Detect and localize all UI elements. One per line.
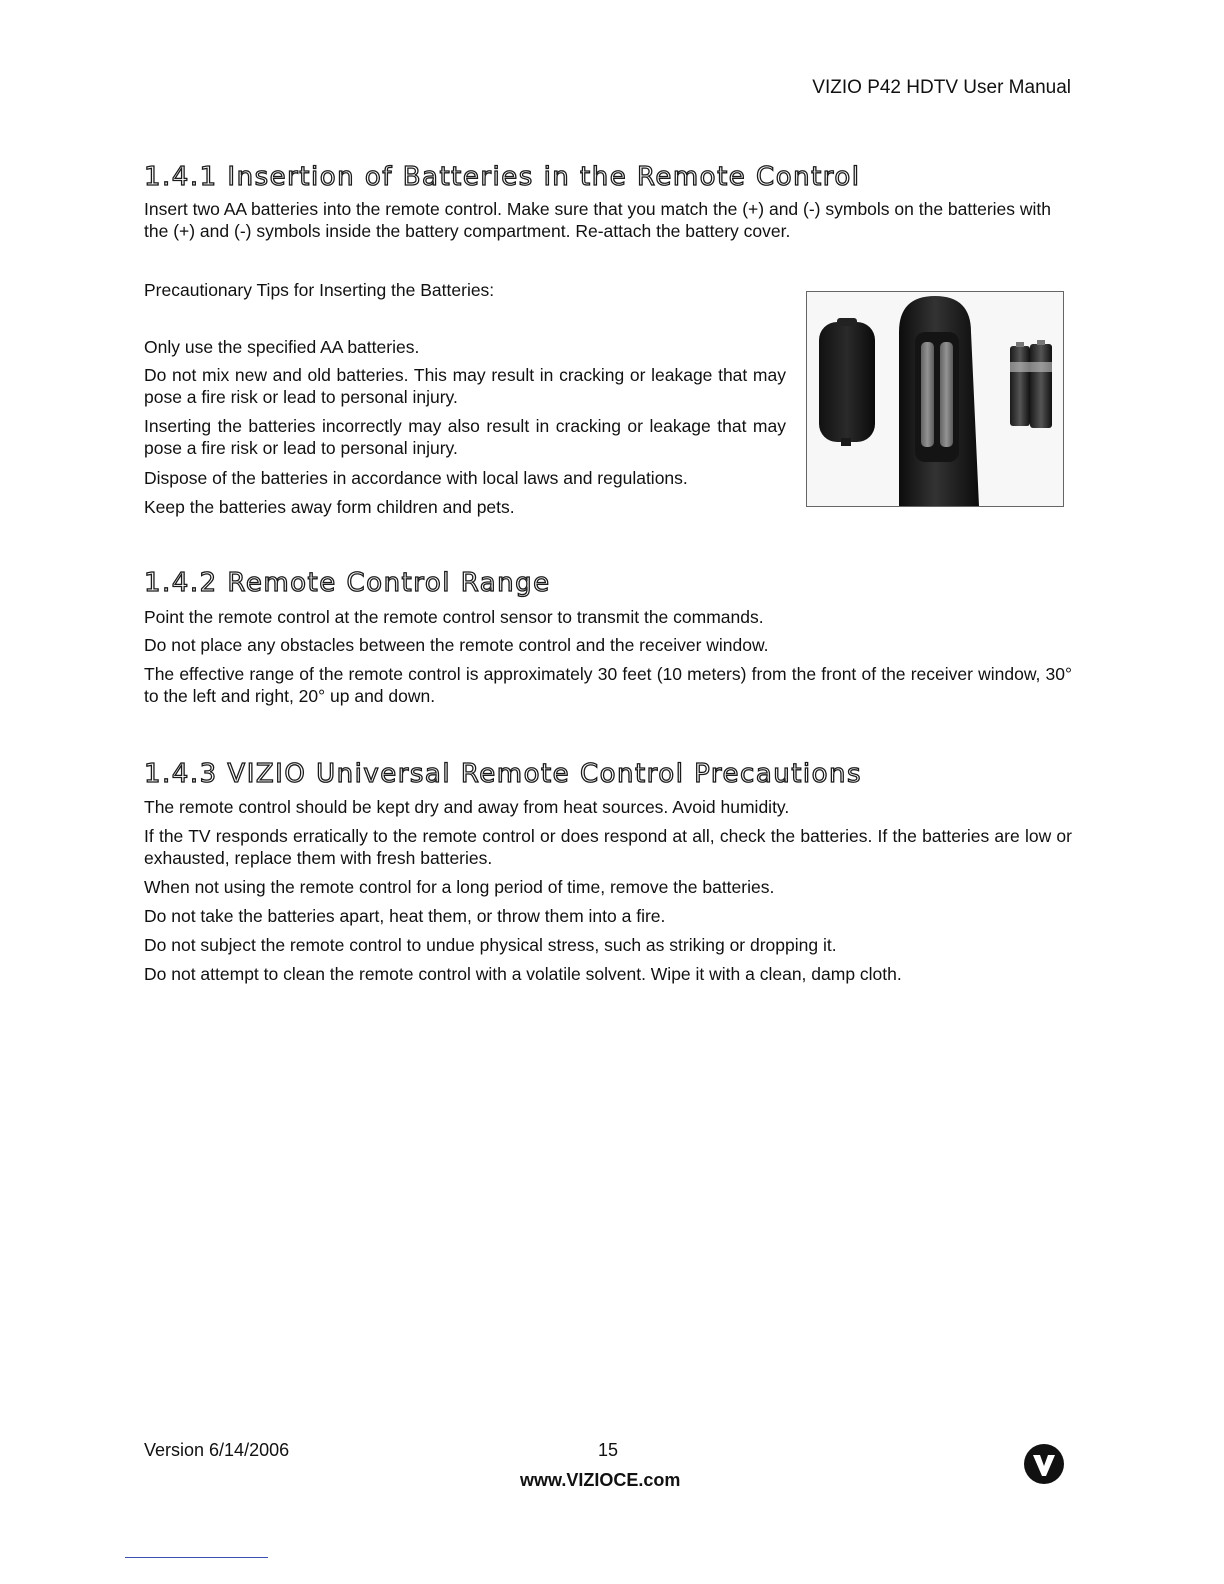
footer-url: www.VIZIOCE.com xyxy=(520,1470,681,1490)
precaution-paragraph: If the TV responds erratically to the remote control or does respond at all, check the batteries. If the batteries are low or exhausted, replace them with fresh batteries. xyxy=(144,826,1072,868)
range-paragraph: The effective range of the remote control is approximately 30 feet (10 meters) from the front of the receiver window, 30° to the left and right, 20° up and down. xyxy=(144,664,1072,706)
precaution-paragraph: Do not take the batteries apart, heat them, or throw them into a fire. xyxy=(144,906,666,926)
precaution-paragraph: The remote control should be kept dry and away from heat sources. Avoid humidity. xyxy=(144,797,790,817)
footer-version: Version 6/14/2006 xyxy=(144,1440,290,1460)
precaution-paragraph: Do not subject the remote control to undue physical stress, such as striking or dropping it. xyxy=(144,935,837,955)
precaution-tips-title: Precautionary Tips for Inserting the Batteries: xyxy=(144,280,495,300)
tip-item: Dispose of the batteries in accordance with local laws and regulations. xyxy=(144,468,688,488)
tip-item: Keep the batteries away form children and pets. xyxy=(144,497,515,517)
tip-item: Do not mix new and old batteries. This may result in cracking or leakage that may pose a fire risk or lead to personal injury. xyxy=(144,365,786,407)
section-heading-remote-precautions: 1.4.3 VIZIO Universal Remote Control Precautions xyxy=(144,759,863,789)
section-heading-remote-range: 1.4.2 Remote Control Range xyxy=(144,568,551,598)
range-paragraph: Point the remote control at the remote control sensor to transmit the commands. xyxy=(144,607,764,627)
precaution-paragraph: When not using the remote control for a long period of time, remove the batteries. xyxy=(144,877,775,897)
precaution-paragraph: Do not attempt to clean the remote control with a volatile solvent. Wipe it with a clean, damp cloth. xyxy=(144,964,902,984)
running-header: VIZIO P42 HDTV User Manual xyxy=(812,77,1071,98)
section-heading-battery-insertion: 1.4.1 Insertion of Batteries in the Remote Control xyxy=(144,162,861,192)
footnote-rule xyxy=(125,1557,268,1558)
page-number: 15 xyxy=(598,1440,619,1460)
remote-battery-photo xyxy=(806,291,1064,507)
tip-item: Inserting the batteries incorrectly may also result in cracking or leakage that may pose a fire risk or lead to personal injury. xyxy=(144,416,786,458)
tip-item: Only use the specified AA batteries. xyxy=(144,337,420,357)
remote-battery-photo-icon xyxy=(807,292,1063,506)
range-paragraph: Do not place any obstacles between the remote control and the receiver window. xyxy=(144,635,769,655)
vizio-logo-icon xyxy=(1023,1443,1065,1485)
battery-insertion-intro: Insert two AA batteries into the remote control. Make sure that you match the (+) and (-) symbols on the batteries with the (+) and (-) symbols inside the battery compartment. Re-attach the battery cover. xyxy=(144,199,1052,241)
